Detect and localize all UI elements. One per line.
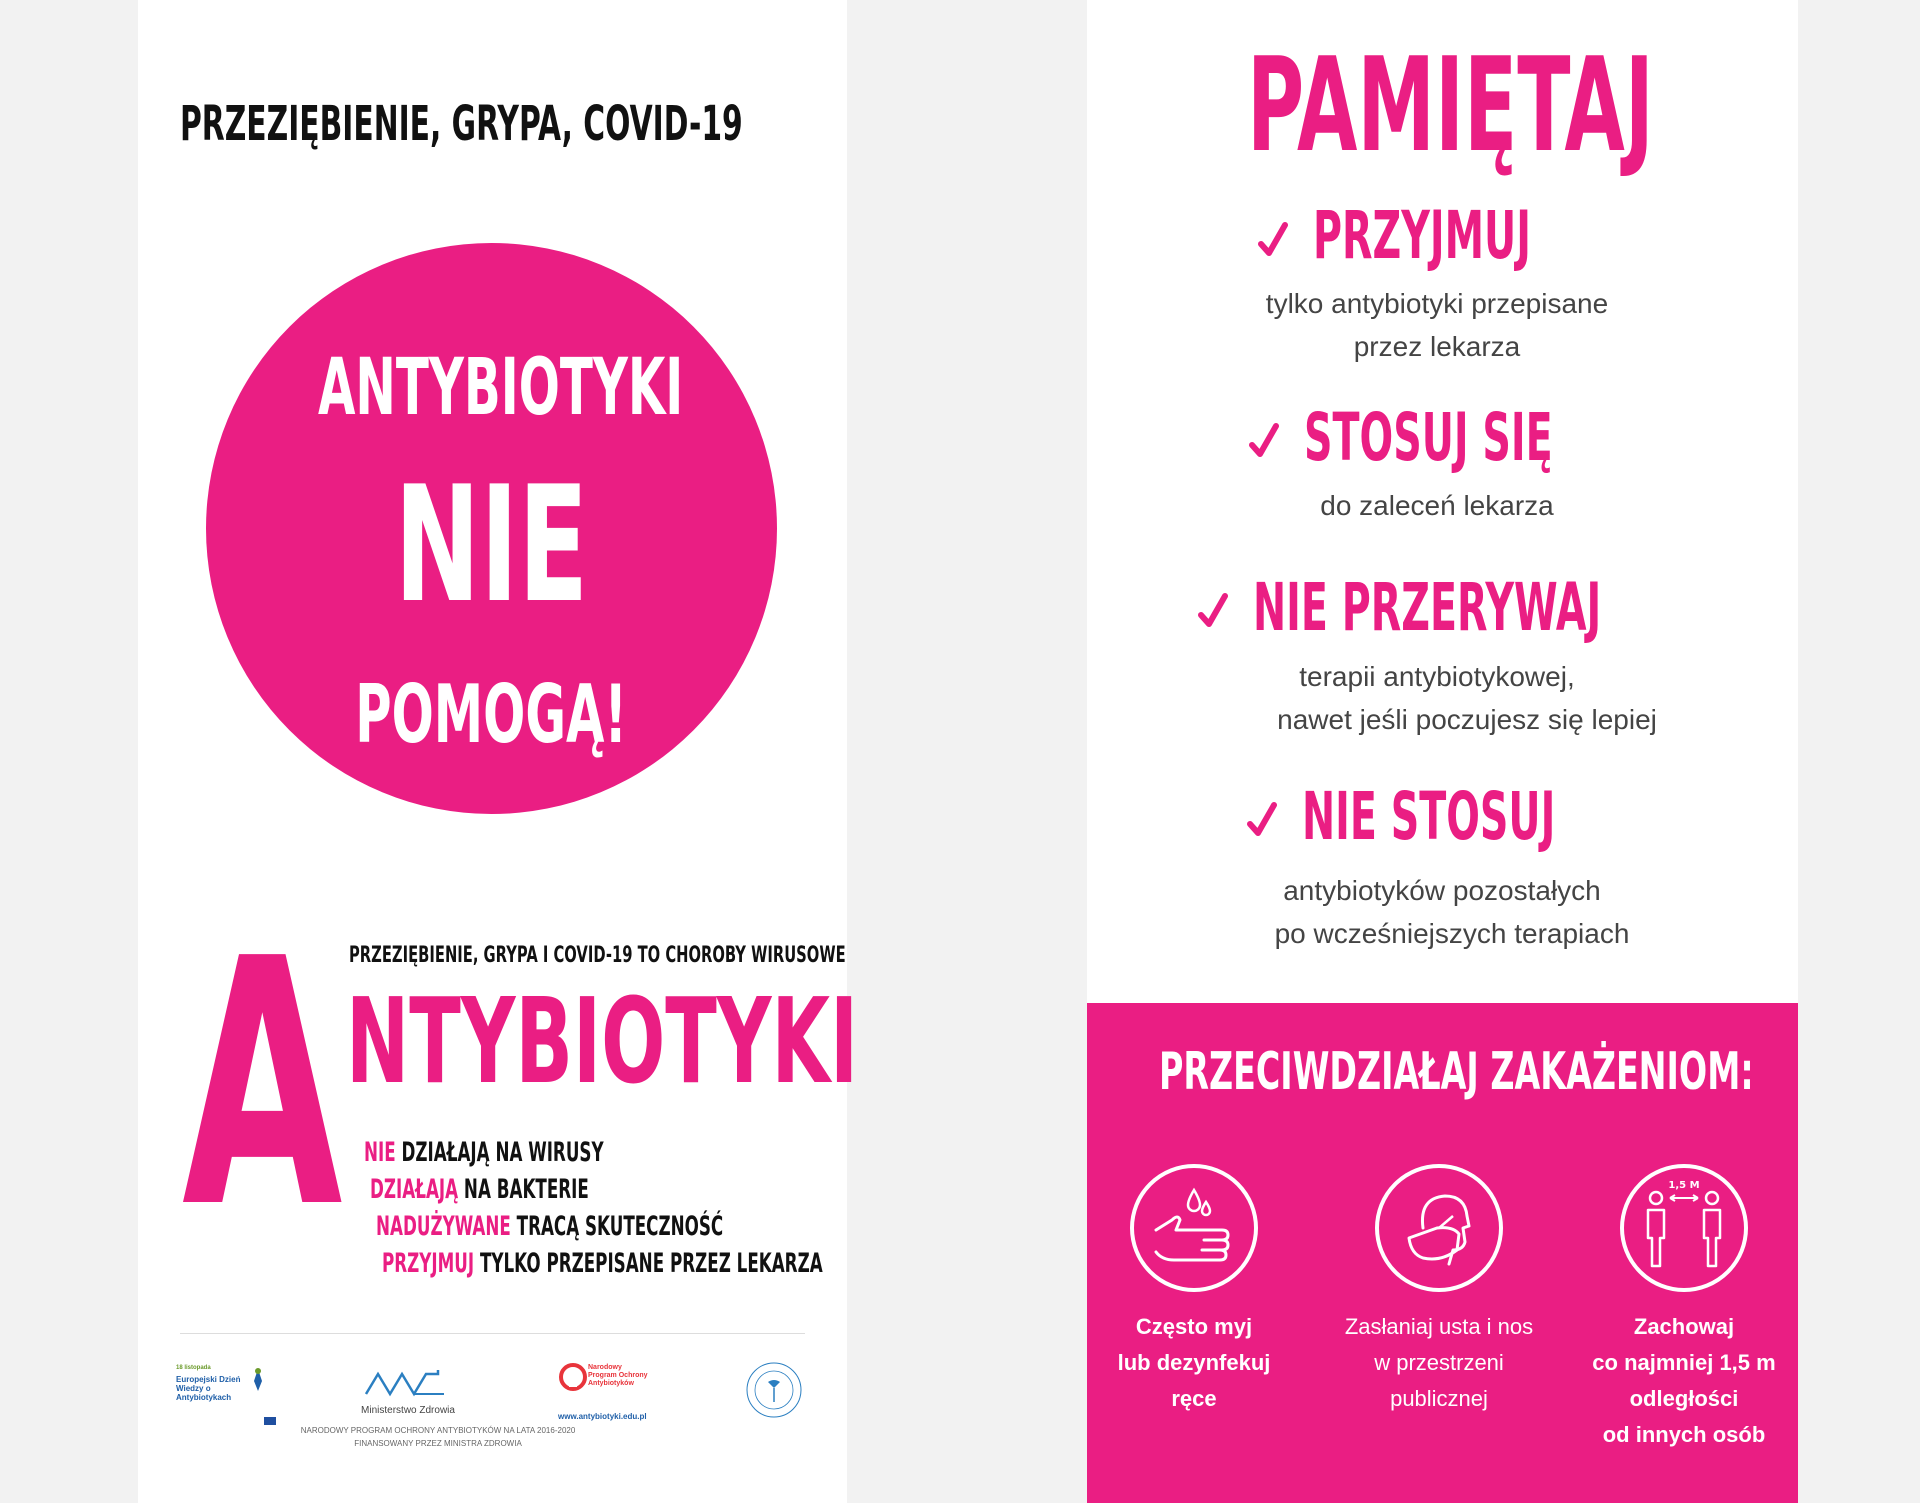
big-word-antybiotyki: NTYBIOTYKI (346, 972, 859, 1110)
hand-wash-icon (1130, 1164, 1258, 1292)
virus-subheading: PRZEZIĘBIENIE, GRYPA I COVID-19 TO CHOROBY WIRUSOWE (349, 943, 846, 968)
big-letter-a: A (182, 887, 343, 1283)
check-icon (1258, 220, 1288, 260)
npoa-logo: Narodowy Program Ochrony Antybiotyków www.antybiotyki.edu.pl (558, 1364, 648, 1421)
check-icon (1198, 591, 1228, 631)
tip-caption-distance: Zachowaj co najmniej 1,5 m odległości od innych osób (1592, 1314, 1776, 1447)
item-heading-nie-przerywaj: NIE PRZERYWAJ (1253, 569, 1602, 646)
prevention-banner (1087, 1003, 1798, 1503)
item-heading-przyjmuj: PRZYJMUJ (1313, 197, 1531, 274)
face-mask-icon (1375, 1164, 1503, 1292)
circle-badge (206, 243, 777, 814)
tip-caption-mask: Zasłaniaj usta i nos w przestrzeni publicznej (1344, 1314, 1534, 1411)
banner-title: PRZECIWDZIAŁAJ ZAKAŻENIOM: (1159, 1042, 1754, 1102)
item-heading-stosuj-sie: STOSUJ SIĘ (1304, 399, 1553, 476)
edwa-logo: 18 listopada Europejski Dzień Wiedzy o Antybiotykach (176, 1365, 286, 1425)
circle-line-3: POMOGĄ! (355, 668, 628, 761)
institute-seal-icon (744, 1360, 804, 1425)
left-poster (138, 0, 859, 1503)
fact-line-3: NADUŻYWANE TRACĄ SKUTECZNOŚĆ (376, 1211, 724, 1242)
item-text-nie-przerywaj: terapii antybiotykowej, nawet jeśli poczujesz się lepiej (1277, 661, 1657, 735)
mz-emblem-icon (364, 1368, 452, 1398)
circle-line-1: ANTYBIOTYKI (317, 343, 684, 433)
item-text-nie-stosuj: antybiotyków pozostałych po wcześniejszych terapiach (1274, 875, 1630, 949)
ministry-logo: Ministerstwo Zdrowia (348, 1368, 468, 1418)
check-icon (1247, 800, 1277, 840)
check-icon (1249, 421, 1279, 461)
item-heading-nie-stosuj: NIE STOSUJ (1302, 778, 1556, 855)
circle-line-2: NIE (394, 451, 589, 638)
top-heading: PRZEZIĘBIENIE, GRYPA, COVID-19 (180, 96, 743, 152)
fact-line-1: NIE DZIAŁAJĄ NA WIRUSY (364, 1137, 604, 1168)
fact-line-2: DZIAŁAJĄ NA BAKTERIE (370, 1174, 589, 1205)
distance-label: 1,5 M (1668, 1180, 1700, 1191)
item-text-przyjmuj: tylko antybiotyki przepisane przez lekarza (1265, 288, 1609, 362)
fact-line-4: PRZYJMUJ TYLKO PRZEPISANE PRZEZ LEKARZA (382, 1248, 823, 1279)
item-text-stosuj-sie: do zaleceń lekarza (1320, 490, 1554, 521)
right-poster (1087, 0, 1798, 1503)
divider (180, 1333, 805, 1334)
tip-caption-wash: Często myj lub dezynfekuj ręce (1117, 1314, 1271, 1411)
distance-icon (1620, 1164, 1748, 1292)
pamietaj-title: PAMIĘTAJ (1247, 29, 1654, 181)
npoa-emblem-icon (558, 1362, 588, 1392)
footer-text: NARODOWY PROGRAM OCHRONY ANTYBIOTYKÓW NA LATA 2016-2020 FINANSOWANY PRZEZ MINISTRA ZDROWIA (300, 1426, 576, 1448)
